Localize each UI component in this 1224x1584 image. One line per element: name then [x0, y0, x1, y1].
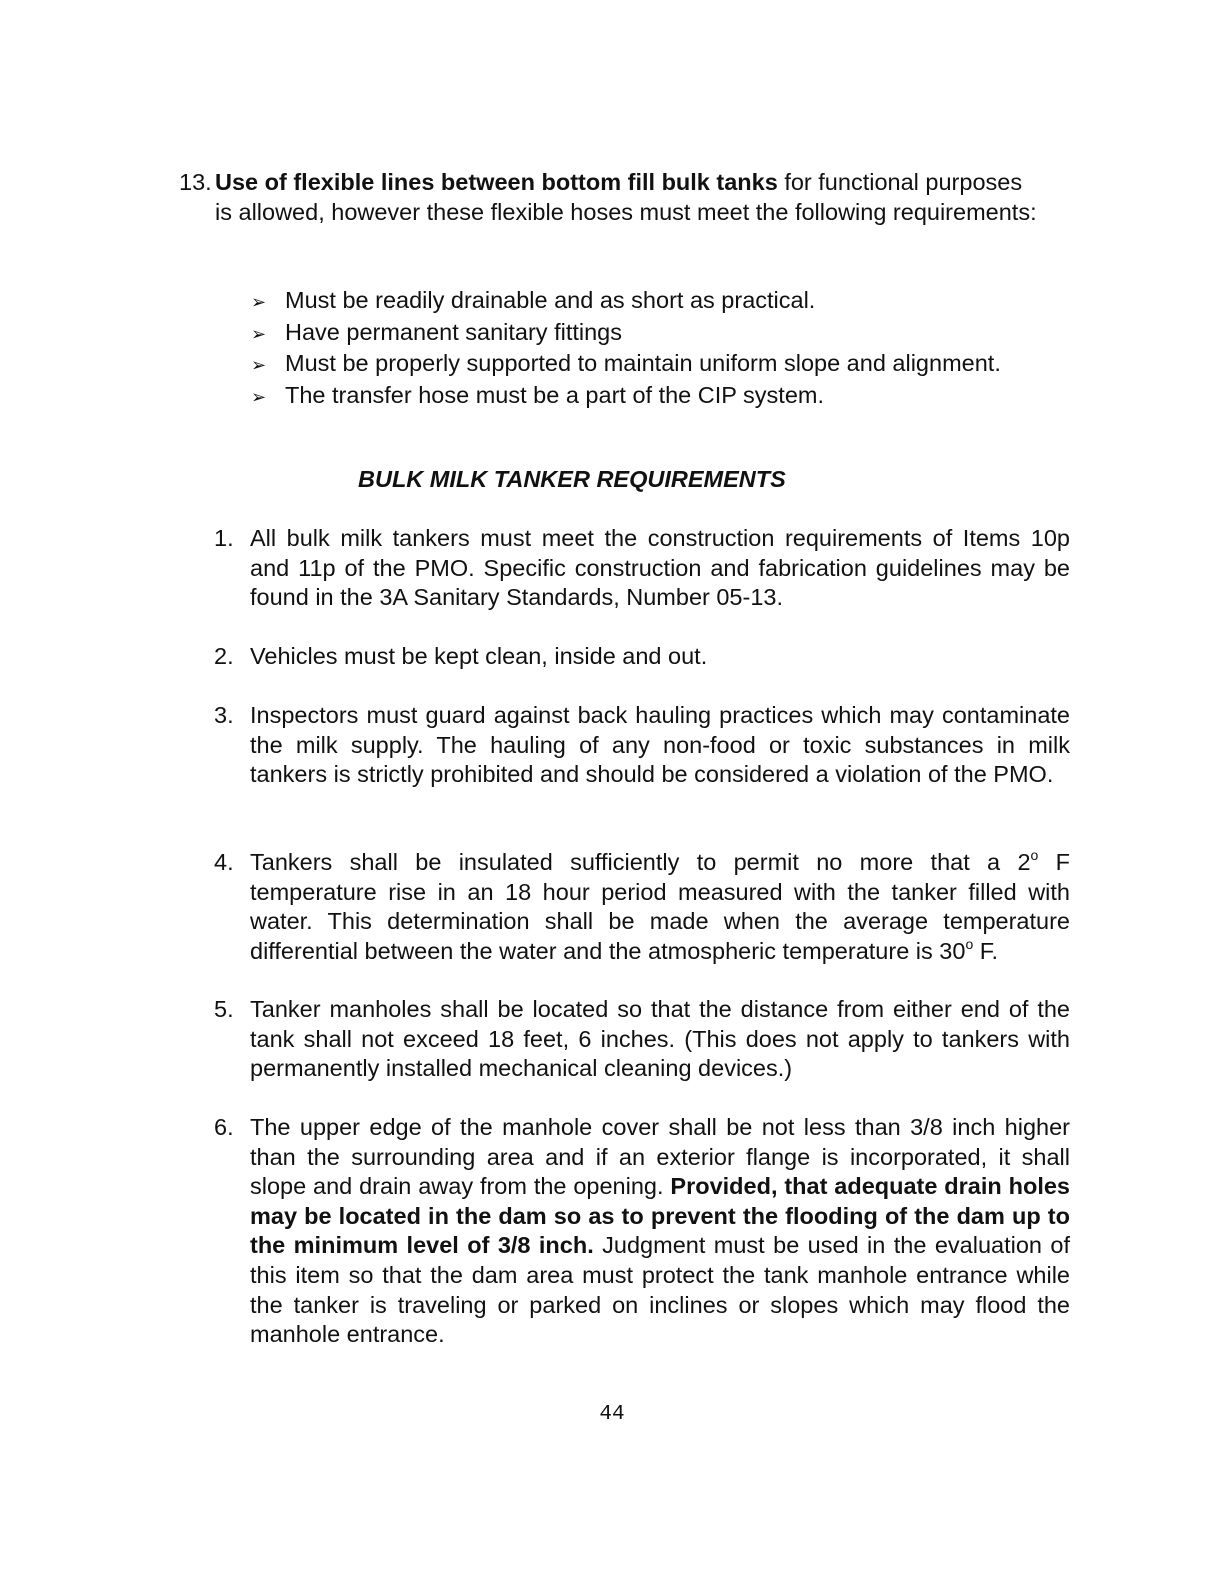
bullet-item	[251, 286, 1101, 318]
page-number: 44	[599, 1403, 625, 1426]
list-item-text: All bulk milk tankers must meet the construction requirements of Items 10p and 11p of the PMO. Specific construction and fabrication guidelines may be found in the 3A Sanitary Standards, Number 05-13.	[250, 525, 1070, 611]
list-item-number: 1.	[214, 525, 234, 551]
section-heading: BULK MILK TANKER REQUIREMENTS	[358, 466, 786, 492]
degree-superscript: o	[1030, 847, 1039, 863]
bullet-text: The transfer hose must be a part of the CIP system.	[285, 381, 825, 408]
item-13-first-line	[215, 168, 1070, 198]
item-13-continuation: is allowed, however these flexible hoses must meet the following requirements:	[215, 198, 1037, 225]
list-item-text	[250, 1113, 1070, 1350]
bullet-text: Must be properly supported to maintain uniform slope and alignment.	[285, 350, 1001, 377]
list-item-text-part: Tankers shall be insulated sufficiently to permit no more that a 2	[250, 849, 1031, 875]
bullet-item	[251, 318, 1101, 350]
item-13-bold-lead: Use of flexible lines between bottom fill bulk tanks	[215, 169, 778, 195]
arrow-bullet-icon: ➢	[251, 292, 267, 312]
item-13-number: 13.	[179, 169, 212, 195]
requirements-bullet-list	[251, 286, 1101, 412]
list-item-text-part: F temperature rise in an 18 hour period measured with the tanker filled with water. This determination shall be made when the average temperature differential between the water and the atmospheric temperature is 30	[250, 849, 1070, 964]
bullet-text: Have permanent sanitary fittings	[285, 318, 622, 345]
list-item-number: 4.	[214, 849, 234, 875]
list-item-text-part: The upper edge of the manhole cover shall be not less than 3/8 inch higher than the surrounding area and if an exterior flange is incorporated, it shall slope and drain away from the opening.	[250, 1114, 1070, 1200]
list-item-number: 6.	[214, 1114, 234, 1140]
arrow-bullet-icon: ➢	[251, 355, 267, 376]
list-item-bold-proviso: Provided, that adequate drain holes may be located in the dam so as to prevent the flooding of the dam up to the minimum level of 3/8 inch.	[250, 1173, 1070, 1259]
list-item-text: Vehicles must be kept clean, inside and out.	[250, 643, 708, 669]
list-item-text: Tanker manholes shall be located so that the distance from either end of the tank shall not exceed 18 feet, 6 inches. (This does not apply to tankers with permanently installed mechanical cleaning devices.)	[250, 996, 1070, 1082]
list-item-number: 2.	[214, 643, 234, 669]
list-item-text-part: Judgment must be used in the evaluation of this item so that the dam area must protect the tank manhole entrance while the tanker is traveling or parked on inclines or slopes which may flood the manhole entrance.	[250, 1232, 1070, 1348]
arrow-bullet-icon: ➢	[251, 386, 267, 407]
bullet-item	[251, 381, 1101, 413]
arrow-bullet-icon: ➢	[251, 323, 267, 344]
degree-superscript: o	[965, 935, 974, 952]
item-13-first-line-rest: for functional purposes	[777, 169, 1023, 195]
bullet-text: Must be readily drainable and as short as practical.	[285, 287, 816, 313]
list-item-number: 3.	[214, 702, 234, 728]
list-item-text: Inspectors must guard against back hauling practices which may contaminate the milk supply. The hauling of any non-food or toxic substances in milk tankers is strictly prohibited and should be considered a violation of the PMO.	[250, 702, 1070, 788]
bullet-item	[251, 349, 1101, 381]
list-item-text	[250, 848, 1070, 966]
list-item-number: 5.	[214, 996, 234, 1022]
list-item-text-part: F.	[973, 937, 999, 964]
